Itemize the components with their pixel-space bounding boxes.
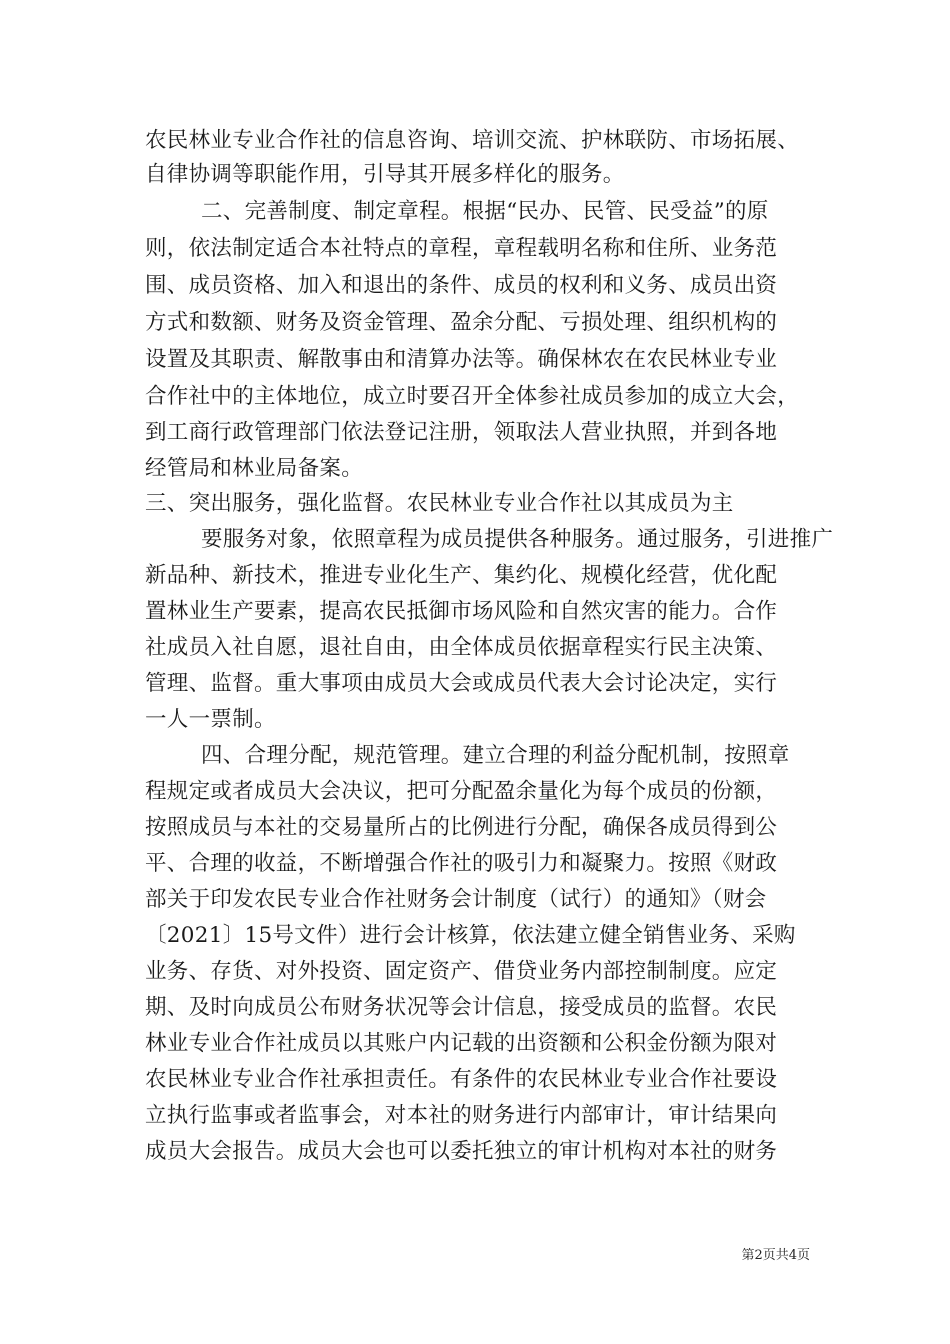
text-line: 按照成员与本社的交易量所占的比例进行分配，确保各成员得到公: [145, 815, 778, 840]
text-line: 业务、存货、对外投资、固定资产、借贷业务内部控制制度。应定: [145, 959, 778, 984]
text-line: 合作社中的主体地位，成立时要召开全体参社成员参加的成立大会，: [145, 384, 800, 409]
text-line: 新品种、新技术，推进专业化生产、集约化、规模化经营，优化配: [145, 563, 778, 588]
text-line: 方式和数额、财务及资金管理、盈余分配、亏损处理、组织机构的: [145, 310, 778, 335]
paragraph-heading: 四、合理分配，规范管理。建立合理的利益分配机制，按照章: [201, 743, 790, 768]
text-line: 农民林业专业合作社的信息咨询、培训交流、护林联防、市场拓展、: [145, 128, 800, 153]
text-line: 部关于印发农民专业合作社财务会计制度（试行）的通知》（财会: [145, 887, 767, 912]
text-line: 则，依法制定适合本社特点的章程，章程载明名称和住所、业务范: [145, 236, 778, 261]
text-line: 林业专业合作社成员以其账户内记载的出资额和公积金份额为限对: [145, 1031, 778, 1056]
text-line: 成员大会报告。成员大会也可以委托独立的审计机构对本社的财务: [145, 1139, 778, 1164]
paragraph-heading: 要服务对象，依照章程为成员提供各种服务。通过服务，引进推广: [201, 527, 834, 552]
text-line: 管理、监督。重大事项由成员大会或成员代表大会讨论决定，实行: [145, 671, 778, 696]
text-line: 农民林业专业合作社承担责任。有条件的农民林业专业合作社要设: [145, 1067, 778, 1092]
text-line: 置林业生产要素，提高农民抵御市场风险和自然灾害的能力。合作: [145, 599, 778, 624]
text-line: 自律协调等职能作用，引导其开展多样化的服务。: [145, 162, 625, 187]
page-number: 第2页共4页: [741, 1248, 810, 1263]
text-line: 平、合理的收益，不断增强合作社的吸引力和凝聚力。按照《财政: [145, 851, 778, 876]
text-line: 经管局和林业局备案。: [145, 456, 364, 481]
text-line: 立执行监事或者监事会，对本社的财务进行内部审计，审计结果向: [145, 1103, 778, 1128]
paragraph-heading: 二、完善制度、制定章程。根据“民办、民管、民受益”的原: [201, 199, 769, 224]
text-line: 到工商行政管理部门依法登记注册，领取法人营业执照，并到各地: [145, 420, 778, 445]
text-line: 三、突出服务，强化监督。农民林业专业合作社以其成员为主: [145, 491, 734, 516]
text-line: 社成员入社自愿，退社自由，由全体成员依据章程实行民主决策、: [145, 635, 778, 660]
text-line: 设置及其职责、解散事由和清算办法等。确保林农在农民林业专业: [145, 347, 778, 372]
text-line: 程规定或者成员大会决议，把可分配盈余量化为每个成员的份额，: [145, 779, 778, 804]
text-line: 期、及时向成员公布财务状况等会计信息，接受成员的监督。农民: [145, 995, 778, 1020]
text-line: 一人一票制。: [145, 707, 276, 732]
text-line: 围、成员资格、加入和退出的条件、成员的权利和义务、成员出资: [145, 273, 778, 298]
text-line: 〔2021〕15号文件）进行会计核算，依法建立健全销售业务、采购: [145, 923, 796, 948]
